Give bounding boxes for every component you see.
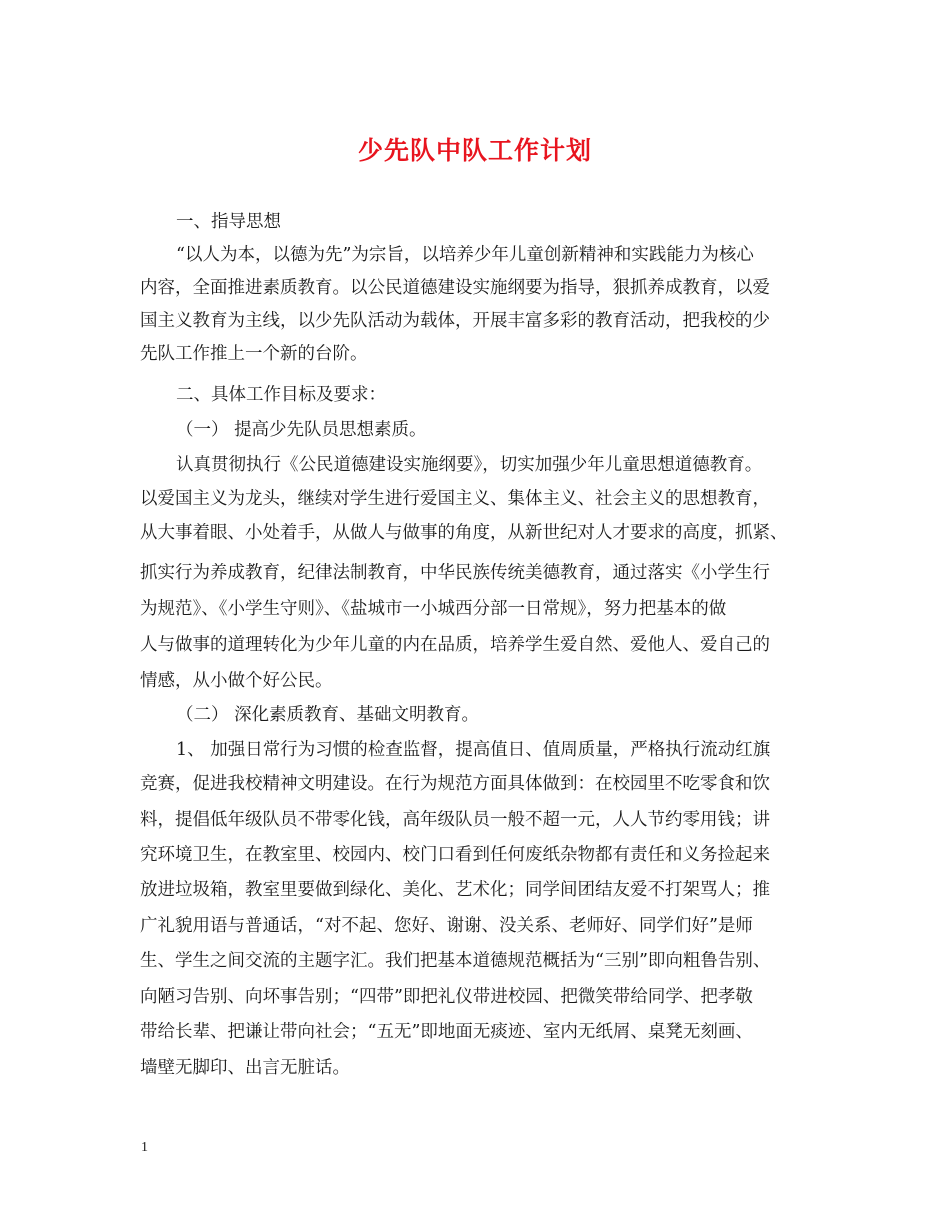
heading-guiding-thought: 一、指导思想 <box>176 212 281 232</box>
paragraph-line: 情感，从小做个好公民。 <box>140 671 333 691</box>
paragraph-line: 1、 加强日常行为习惯的检查监督，提高值日、值周质量，严格执行流动红旗 <box>176 740 771 760</box>
paragraph-line: 料，提倡低年级队员不带零化钱，高年级队员一般不超一元，人人节约零用钱；讲 <box>140 810 770 830</box>
paragraph-line: 内容，全面推进素质教育。以公民道德建设实施纲要为指导，狠抓养成教育，以爱 <box>140 278 770 298</box>
paragraph-line: 人与做事的道理转化为少年儿童的内在品质，培养学生爱自然、爱他人、爱自己的 <box>140 635 770 655</box>
page-title: 少先队中队工作计划 <box>357 136 592 165</box>
paragraph-line: 竞赛，促进我校精神文明建设。在行为规范方面具体做到：在校园里不吃零食和饮 <box>140 774 770 794</box>
paragraph-line: 墙壁无脚印、出言无脏话。 <box>140 1058 350 1078</box>
subheading-improve-quality: （一） 提高少先队员思想素质。 <box>176 420 427 440</box>
paragraph-line: 以爱国主义为龙头，继续对学生进行爱国主义、集体主义、社会主义的思想教育， <box>140 489 770 509</box>
paragraph-line: 国主义教育为主线，以少先队活动为载体，开展丰富多彩的教育活动，把我校的少 <box>140 311 770 331</box>
page-number: 1 <box>141 1140 148 1155</box>
paragraph-line: 向陋习告别、向坏事告别；“四带”即把礼仪带进校园、把微笑带给同学、把孝敬 <box>140 987 753 1007</box>
subheading-deepen-education: （二） 深化素质教育、基础文明教育。 <box>176 705 480 725</box>
paragraph-line: 放进垃圾箱，教室里要做到绿化、美化、艺术化；同学间团结友爱不打架骂人；推 <box>140 880 770 900</box>
heading-work-goals: 二、具体工作目标及要求： <box>176 385 386 405</box>
paragraph-line: 生、学生之间交流的主题字汇。我们把基本道德规范概括为“三别”即向粗鲁告别、 <box>140 951 771 971</box>
paragraph-line: 究环境卫生，在教室里、校园内、校门口看到任何废纸杂物都有责任和义务捡起来 <box>140 845 770 865</box>
paragraph-line: 认真贯彻执行《公民道德建设实施纲要》，切实加强少年儿童思想道德教育。 <box>176 455 763 475</box>
paragraph-line: 广礼貌用语与普通话，“对不起、您好、谢谢、没关系、老师好、同学们好”是师 <box>140 916 753 936</box>
paragraph-line: 从大事着眼、小处着手，从做人与做事的角度，从新世纪对人才要求的高度，抓紧、 <box>140 523 788 543</box>
paragraph-line: 抓实行为养成教育，纪律法制教育，中华民族传统美德教育，通过落实《小学生行 <box>140 563 770 583</box>
paragraph-line: 先队工作推上一个新的台阶。 <box>140 344 368 364</box>
paragraph-line: 为规范》、《小学生守则》、《盐城市一小城西分部一日常规》，努力把基本的做 <box>140 599 727 619</box>
paragraph-line: 带给长辈、把谦让带向社会；“五无”即地面无痰迹、室内无纸屑、桌凳无刻画、 <box>140 1022 753 1042</box>
paragraph-line: “以人为本，以德为先”为宗旨，以培养少年儿童创新精神和实践能力为核心 <box>176 245 754 265</box>
